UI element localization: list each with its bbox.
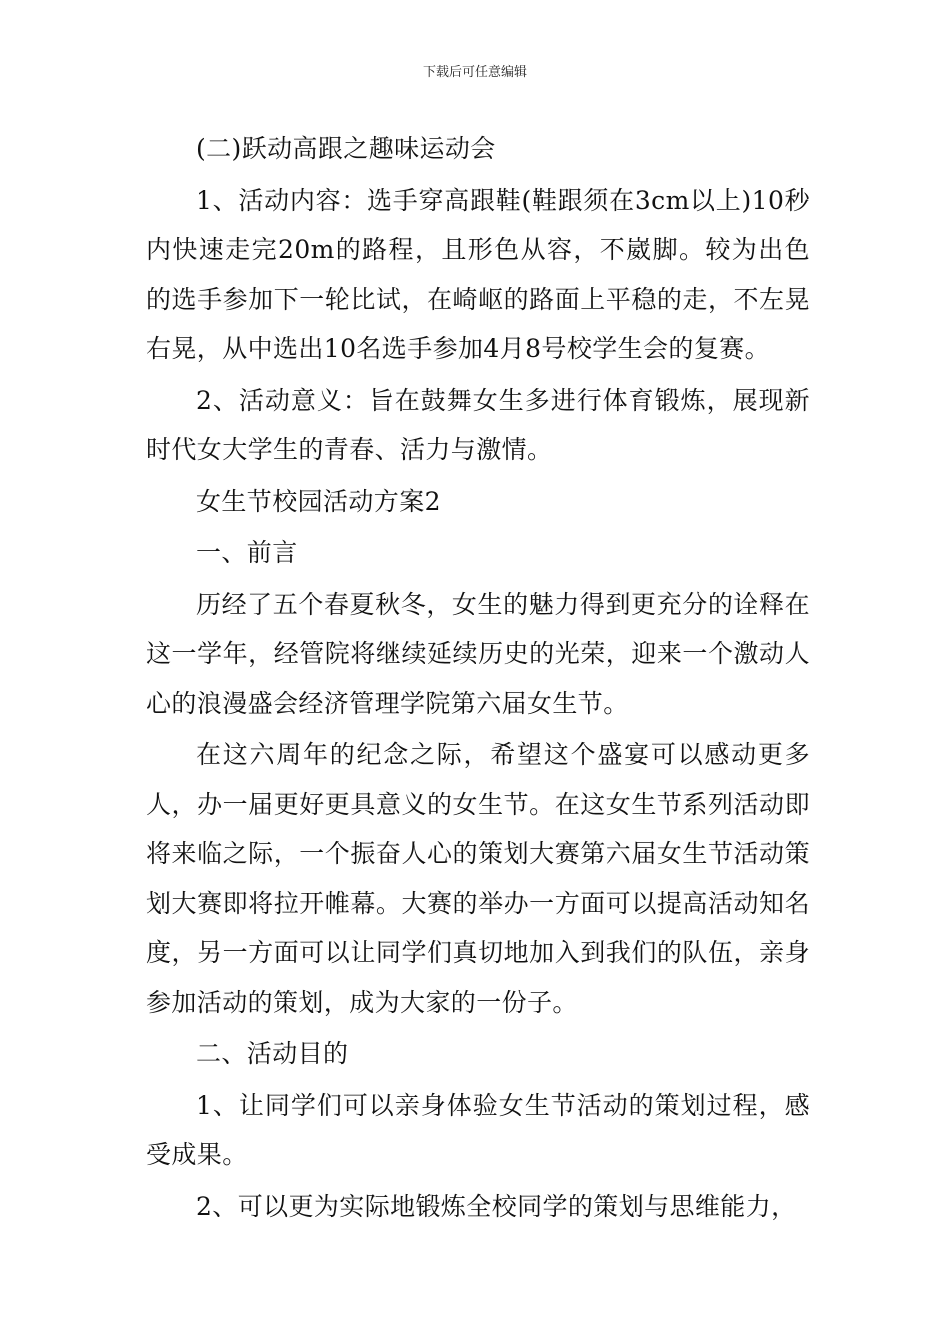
plan-title: 女生节校园活动方案2: [196, 486, 441, 516]
page-header: 下载后可任意编辑: [422, 65, 527, 80]
document-body: [146, 124, 810, 1233]
paragraph-purpose-1: 1、让同学们可以亲身体验女生节活动的策划过程，感受成果。: [146, 1090, 810, 1169]
section-heading-purpose: 二、活动目的: [196, 1039, 349, 1068]
paragraph-preface-2: 在这六周年的纪念之际，希望这个盛宴可以感动更多人，办一届更好更具意义的女生节。在这女生节系列活动即将来临之际，一个振奋人心的策划大赛第六届女生节活动策划大赛即将拉开帷幕。大赛的举办一方面可以提高活动知名度，另一方面可以让同学们真切地加入到我们的队伍，亲身参加活动的策划，成为大家的一份子。: [146, 740, 810, 1017]
paragraph-purpose-2: 2、可以更为实际地锻炼全校同学的策划与思维能力，: [196, 1191, 797, 1221]
section-heading-fun-sports: (二)跃动高跟之趣味运动会: [196, 134, 496, 163]
paragraph-activity-content: 1、活动内容：选手穿高跟鞋(鞋跟须在3cm以上)10秒内快速走完20m的路程，且形色从容，不崴脚。较为出色的选手参加下一轮比试，在崎岖的路面上平稳的走，不左晃右晃，从中选出10名选手参加4月8号校学生会的复赛。: [146, 185, 810, 363]
paragraph-activity-meaning: 2、活动意义：旨在鼓舞女生多进行体育锻炼，展现新时代女大学生的青春、活力与激情。: [146, 385, 810, 464]
paragraph-preface-1: 历经了五个春夏秋冬，女生的魅力得到更充分的诠释在这一学年，经管院将继续延续历史的光荣，迎来一个激动人心的浪漫盛会经济管理学院第六届女生节。: [146, 589, 810, 718]
section-heading-preface: 一、前言: [196, 538, 298, 567]
